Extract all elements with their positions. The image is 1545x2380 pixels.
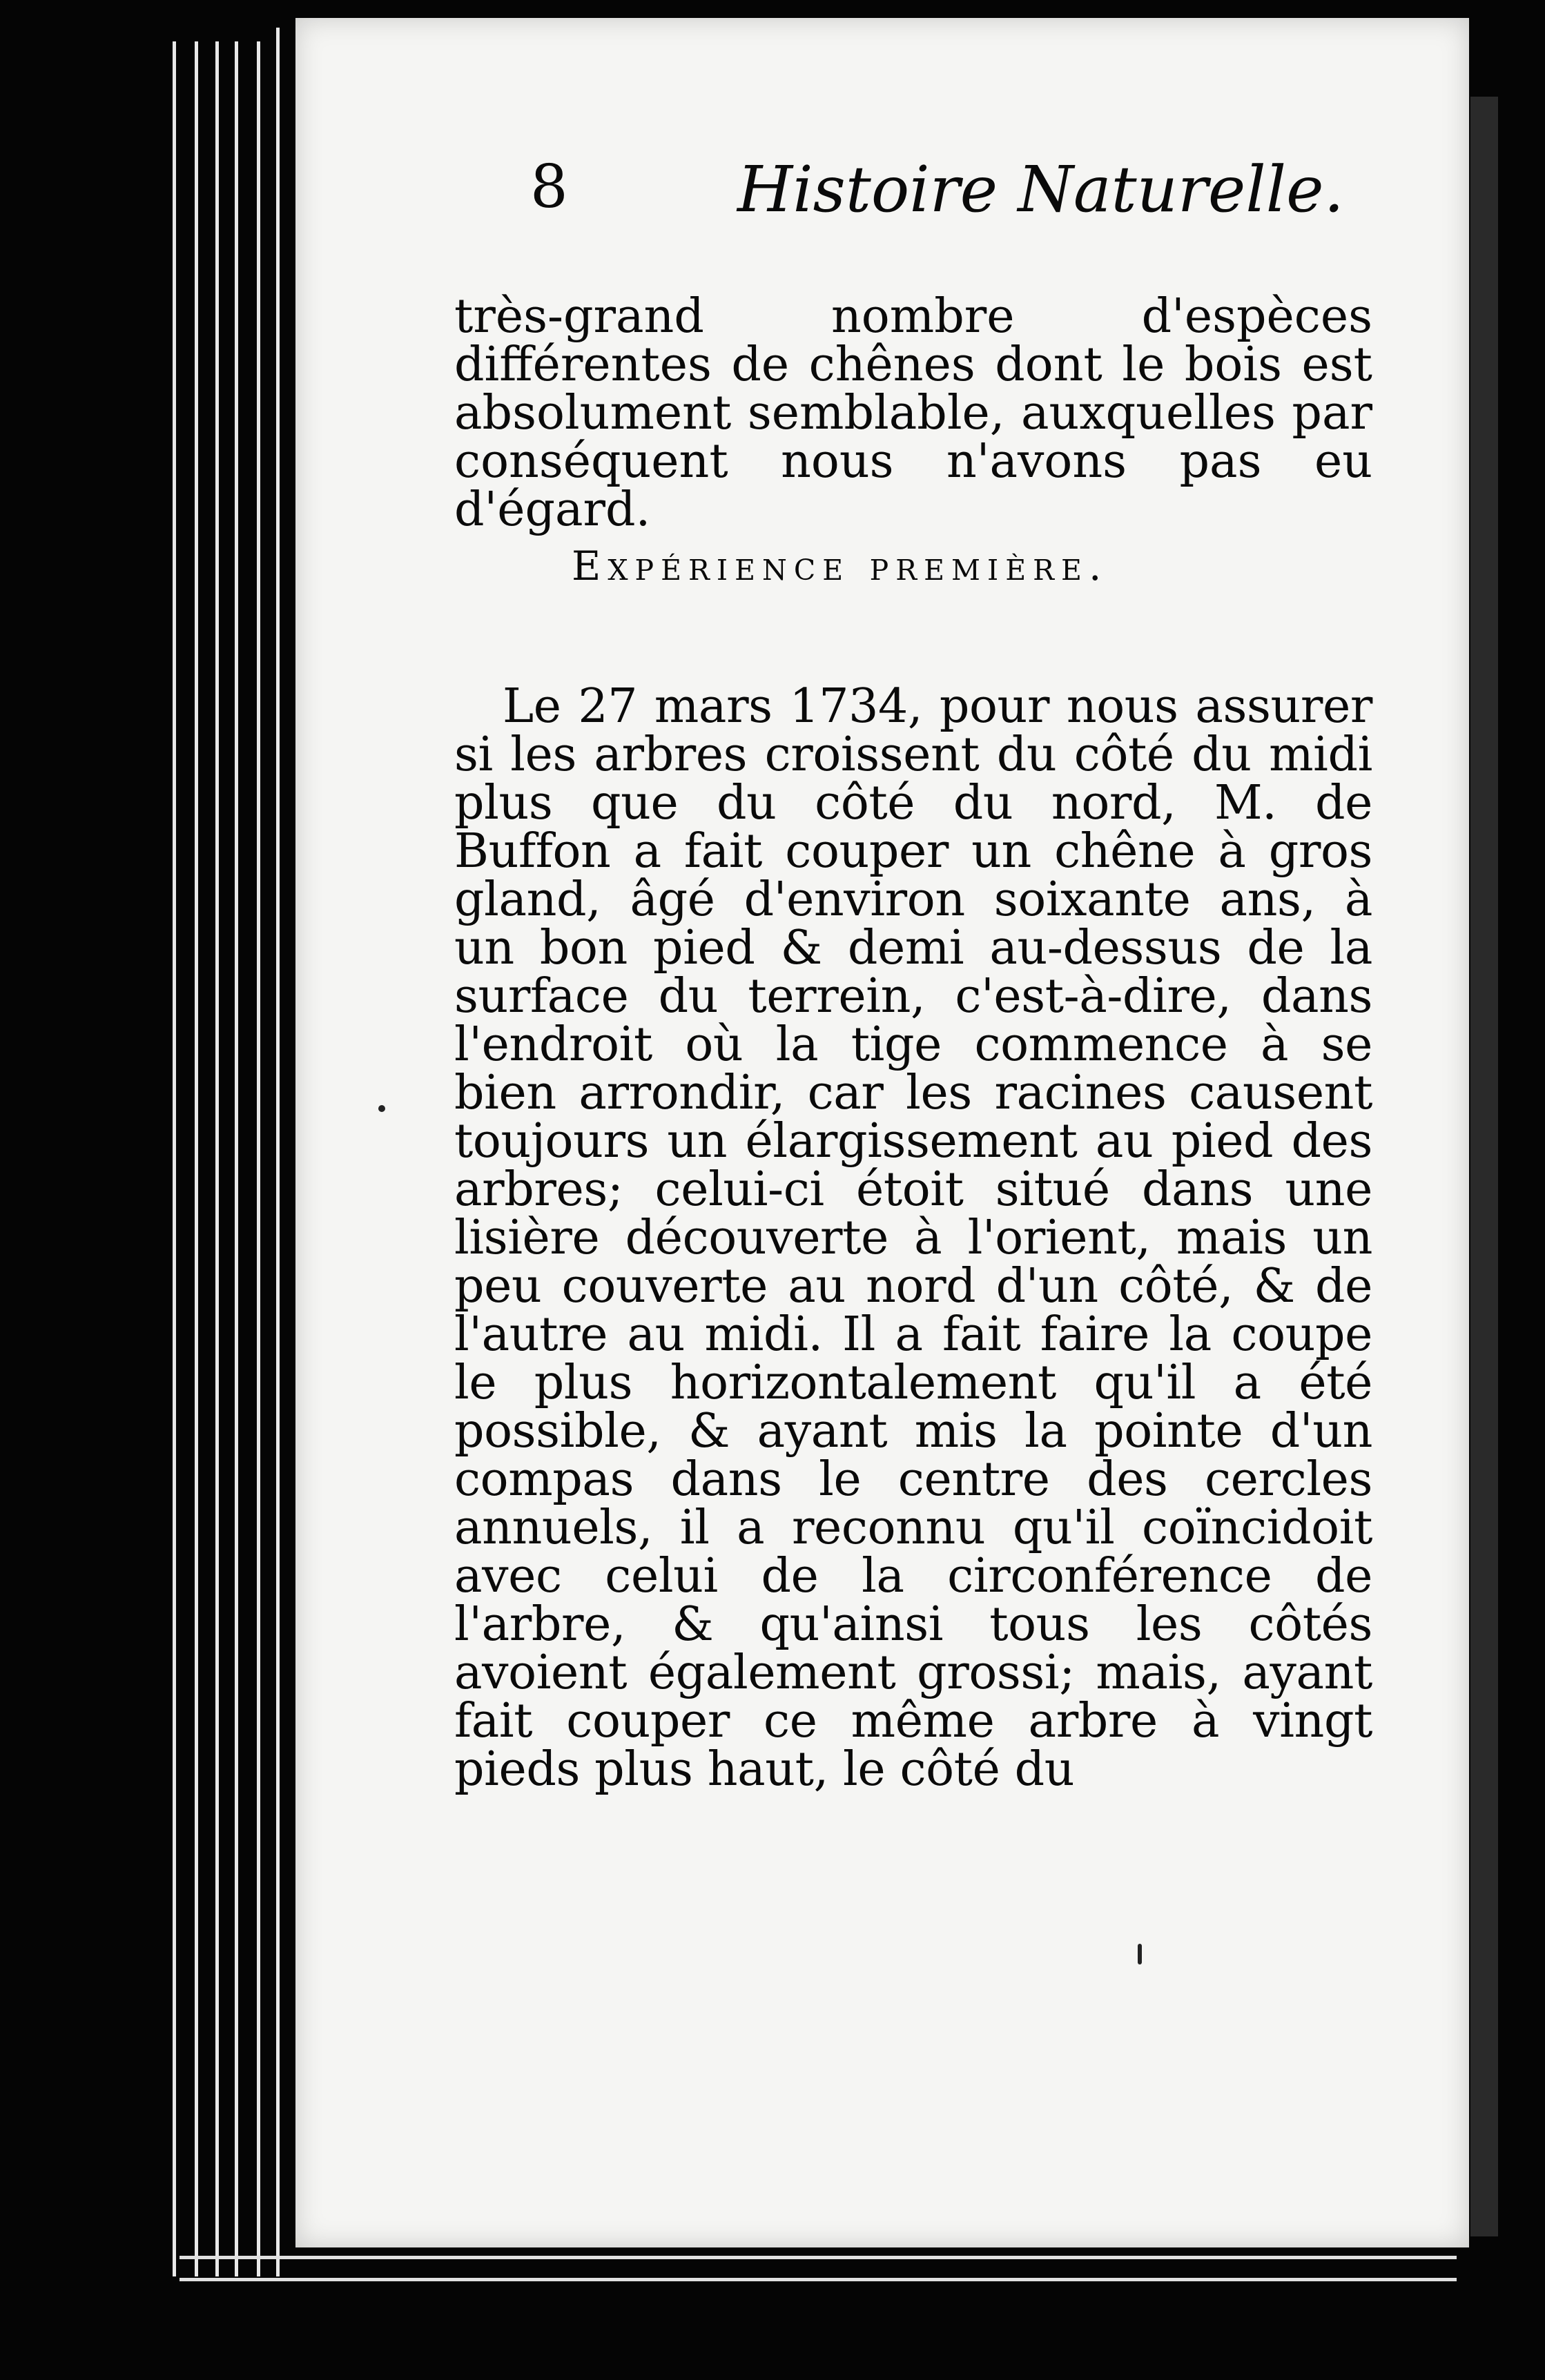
page-bottom-edge [179, 2278, 1457, 2281]
page-edge [276, 28, 280, 2276]
page-edge [235, 41, 238, 2276]
page-edge [173, 41, 176, 2276]
page-number: 8 [530, 153, 568, 222]
book-page [295, 18, 1469, 2247]
section-heading: Expérience première. [572, 543, 1109, 589]
page-bottom-edge [179, 2256, 1457, 2259]
body-paragraph: Le 27 mars 1734, pour nous assurer si les arbres croissent du côté du midi plus que du côté du nord, M. de Buffon a fait couper un chêne à gros gland, âgé d'environ soixante ans, à un bon pied & demi au-dessus de la surface du terrein, c'est-à-dire, dans l'endroit où la tige commence à se bien arrondir, car les racines causent toujours un élargissement au pied des arbres; celui-ci étoit situé dans une lisière découverte à l'orient, mais un peu couverte au nord d'un côté, & de l'autre au midi. Il a fait faire la coupe le plus horizontalement qu'il a été possible, & ayant mis la pointe d'un compas dans le centre des cercles annuels, il a reconnu qu'il coïncidoit avec celui de la circonférence de l'arbre, & qu'ainsi tous les côtés avoient également grossi; mais, ayant fait couper ce même arbre à vingt pieds plus haut, le côté du [454, 679, 1372, 1797]
page-edge [215, 41, 219, 2276]
page-edge [195, 41, 198, 2276]
ink-speck [378, 1105, 385, 1112]
page-header [530, 153, 1414, 242]
continuation-paragraph: très-grand nombre d'espèces différentes de chênes dont le bois est absolument semblable, auxquelles par conséquent nous n'avons pas eu d'égard. [454, 289, 1372, 537]
page-edge [257, 41, 260, 2276]
binding-shadow [1470, 97, 1498, 2236]
ink-speck [1138, 1944, 1142, 1964]
running-title: Histoire Naturelle. [737, 153, 1344, 226]
